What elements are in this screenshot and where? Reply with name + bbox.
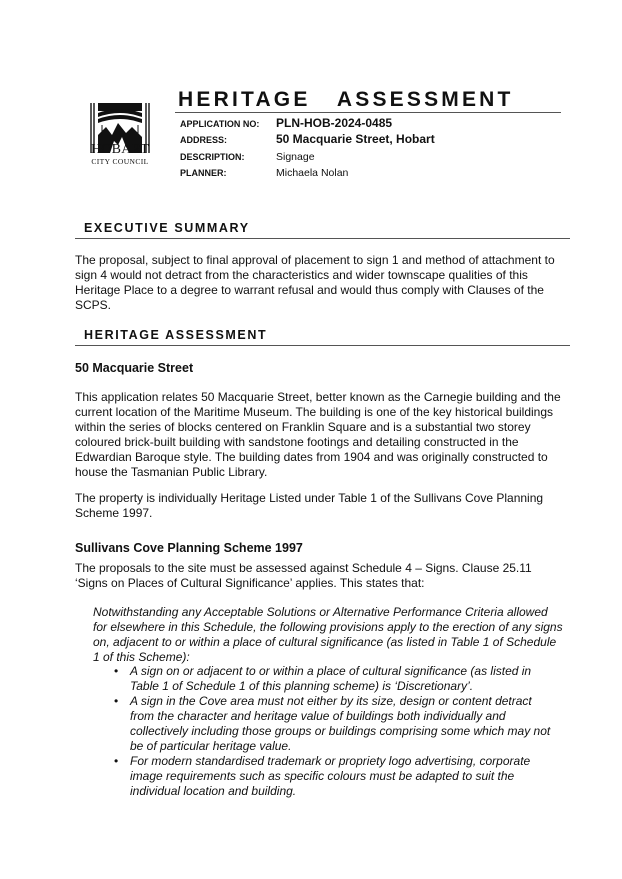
listing-text: The property is individually Heritage Listed under Table 1 of the Sullivans Cove Planning Scheme 1997. [75,491,544,520]
logo-wordmark: HOBART [91,142,149,157]
site-heading: 50 Macquarie Street [75,361,194,375]
logo-subtitle: CITY COUNCIL [91,157,149,166]
list-item: • A sign on or adjacent to or within a place of cultural significance (as listed in Table 1 of Schedule 1 of this planning scheme) is ‘Discretionary’. [112,664,557,694]
field-label: ADDRESS: [180,135,228,145]
field-label: PLANNER: [180,168,227,178]
field-label: DESCRIPTION: [180,152,245,162]
planner-row [180,167,580,183]
description-value: Signage [276,151,315,163]
scheme-text: The proposals to the site must be assessed against Schedule 4 – Signs. Clause 25.11 ‘Signs on Places of Cultural Significance’ applies. This states that: [75,561,532,590]
list-item: • A sign in the Cove area must not either by its size, design or content detract from the character and heritage value of buildings both individually and collectively including those groups or buildings comprising some which may not be of particular heritage value. [112,694,557,754]
address-value: 50 Macquarie Street, Hobart [276,132,435,146]
description-row [180,151,580,167]
heritage-assessment-heading: HERITAGE ASSESSMENT [84,328,268,342]
address-row [180,132,580,151]
section-divider [75,238,570,239]
section-divider [75,345,570,346]
planner-value: Michaela Nolan [276,167,349,179]
document-title: HERITAGE ASSESSMENT [178,88,514,111]
application-no-row [180,116,580,132]
field-label: APPLICATION NO: [180,119,260,129]
clause-quote: Notwithstanding any Acceptable Solutions or Alternative Performance Criteria allowed for elsewhere in this Schedule, the following provisions apply to the erection of any signs on, adjacent to or within a place of cultural significance (as listed in Table 1 of Schedule 1 of this Scheme): [93,605,563,664]
executive-summary-text: The proposal, subject to final approval of placement to sign 1 and method of attachment to sign 4 would not detract from the characteristics and wider townscape qualities of this Heritage Place to a degree to warrant refusal and would thus comply with Clauses of the SCPS. [75,253,555,312]
site-description: This application relates 50 Macquarie Street, better known as the Carnegie building and the current location of the Maritime Museum. The building is one of the key historical buildings within the series of blocks centered on Franklin Square and is a substantial two storey coloured brick-built building with sandstone footings and detailing constructed in the Edwardian Baroque style. The building dates from 1904 and was originally constructed to house the Tasmanian Public Library. [75,390,561,479]
scheme-heading: Sullivans Cove Planning Scheme 1997 [75,541,303,555]
title-divider [175,112,561,113]
application-details [180,116,580,183]
list-item: • For modern standardised trademark or propriety logo advertising, corporate image requirements such as specific colours must be adapted to suit the individual location and building. [112,754,557,799]
clause-provisions-list [112,664,557,799]
application-number: PLN-HOB-2024-0485 [276,116,393,130]
executive-summary-heading: EXECUTIVE SUMMARY [84,221,250,235]
